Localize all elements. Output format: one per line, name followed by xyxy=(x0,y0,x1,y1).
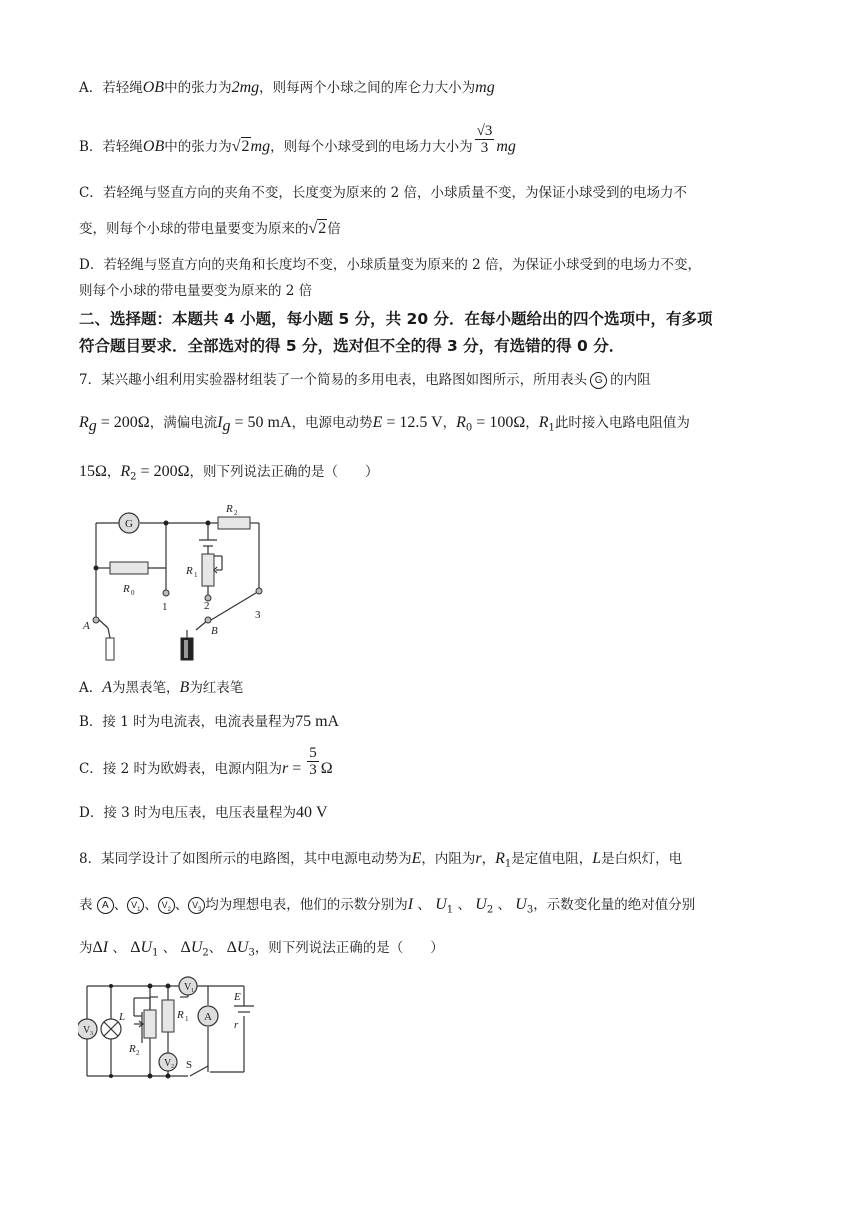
r2-resistor xyxy=(218,517,250,529)
q7-option-c: C．接 2 时为欧姆表，电源内阻为r = $\frac{5}{3}$ Ω xyxy=(79,745,333,778)
q7-stem-line1: 7．某兴趣小组利用实验器材组装了一个简易的多用电表，电路图如图所示，所用表头 G 的内阻 xyxy=(79,372,651,388)
svg-text:0: 0 xyxy=(131,589,135,597)
voltmeter-3-icon: $V_3$ xyxy=(188,897,205,914)
svg-text:V: V xyxy=(184,982,192,993)
svg-text:R: R xyxy=(186,565,193,577)
svg-text:1: 1 xyxy=(162,601,168,613)
q7-option-b: B．接 1 时为电流表，电流表量程为75 mA xyxy=(79,713,340,730)
terminal-1 xyxy=(163,590,169,596)
svg-text:A: A xyxy=(204,1011,212,1023)
q7-circuit-diagram xyxy=(78,500,278,670)
probe-a xyxy=(106,638,114,660)
section-2-header-line2: 符合题目要求．全部选对的得 5 分，选对但不全的得 3 分，有选错的得 0 分． xyxy=(79,337,625,355)
svg-text:2: 2 xyxy=(136,1049,140,1057)
voltmeter-2-icon: $V_2$ xyxy=(158,897,175,914)
q7-stem-line2: $R_g = 200\Omega$，满偏电流$I_g = 50$ mA，电源电动势E = 12.5 V，$R_0 = 100\Omega$，$R_1$此时接入电路电阻值为 xyxy=(79,414,690,435)
svg-text:V: V xyxy=(83,1025,91,1036)
r1-rheostat xyxy=(202,554,214,586)
section-2-header-line1: 二、选择题：本题共 4 小题，每小题 5 分，共 20 分．在每小题给出的四个选项中，有多项 xyxy=(79,310,713,328)
terminal-b xyxy=(205,617,211,623)
r0-resistor xyxy=(110,562,148,574)
r2-rheostat xyxy=(144,1010,156,1038)
q6-option-c-line1: C．若轻绳与竖直方向的夹角不变，长度变为原来的 2 倍，小球质量不变，为保证小球受到的电场力不 xyxy=(79,185,687,201)
svg-text:E: E xyxy=(234,991,241,1003)
svg-text:1: 1 xyxy=(194,571,198,579)
svg-text:1: 1 xyxy=(191,988,194,994)
galvanometer-icon: G xyxy=(590,372,607,389)
svg-text:2: 2 xyxy=(171,1064,174,1070)
svg-text:R: R xyxy=(123,583,130,595)
svg-text:A: A xyxy=(83,620,90,632)
svg-text:R: R xyxy=(177,1009,184,1021)
q7-option-d: D．接 3 时为电压表，电压表量程为40 V xyxy=(79,804,328,821)
svg-text:L: L xyxy=(119,1011,126,1023)
q6-option-c-line2: 变，则每个小球的带电量要变为原来的√2倍 xyxy=(79,220,341,237)
q6-option-a: A．若轻绳OB中的张力为2mg，则每两个小球之间的库仑力大小为mg xyxy=(79,79,495,96)
q6-option-b: B．若轻绳OB中的张力为√2mg，则每个小球受到的电场力大小为 $\frac{√3}{3}$ mg xyxy=(79,123,516,156)
terminal-a xyxy=(93,617,99,623)
svg-text:V: V xyxy=(164,1058,172,1069)
q7-stem-line3: 15Ω，$R_2 = 200\Omega$，则下列说法正确的是（ ） xyxy=(79,463,379,483)
svg-text:R: R xyxy=(226,503,233,515)
q6-option-d-line1: D．若轻绳与竖直方向的夹角和长度均不变，小球质量变为原来的 2 倍，为保证小球受到的电场力不变， xyxy=(79,257,701,273)
q8-stem-line3: 为ΔI 、 $\Delta U_1$ 、 $\Delta U_2$、 $\Delta U_3$，则下列说法正确的是（ ） xyxy=(79,939,444,959)
svg-text:r: r xyxy=(234,1019,239,1031)
svg-text:G: G xyxy=(125,518,133,530)
q8-stem-line1: 8．某同学设计了如图所示的电路图，其中电源电动势为E，内阻为r，$R_1$是定值电阻，L是白炽灯，电 xyxy=(79,850,683,870)
svg-text:R: R xyxy=(129,1043,136,1055)
svg-text:2: 2 xyxy=(234,509,238,517)
svg-text:B: B xyxy=(211,625,218,637)
svg-text:S: S xyxy=(186,1059,193,1071)
svg-text:1: 1 xyxy=(185,1015,189,1023)
q8-circuit-diagram xyxy=(78,968,258,1083)
svg-text:3: 3 xyxy=(90,1031,93,1037)
r1-resistor xyxy=(162,1000,174,1032)
ammeter-icon: A xyxy=(97,897,114,914)
terminal-3 xyxy=(256,588,262,594)
q8-stem-line2: 表 A 、 $V_1$ 、 $V_2$ 、 $V_3$ 均为理想电表，他们的示数分别为I 、 $U_1$ 、 $U_2$ 、 $U_3$，示数变化量的绝对值分别 xyxy=(79,896,696,916)
q7-option-a: A．A为黑表笔，B为红表笔 xyxy=(79,679,244,696)
voltmeter-1-icon: $V_1$ xyxy=(127,897,144,914)
svg-text:2: 2 xyxy=(204,600,210,612)
svg-text:3: 3 xyxy=(255,609,261,621)
q6-option-d-line2: 则每个小球的带电量要变为原来的 2 倍 xyxy=(79,283,313,299)
